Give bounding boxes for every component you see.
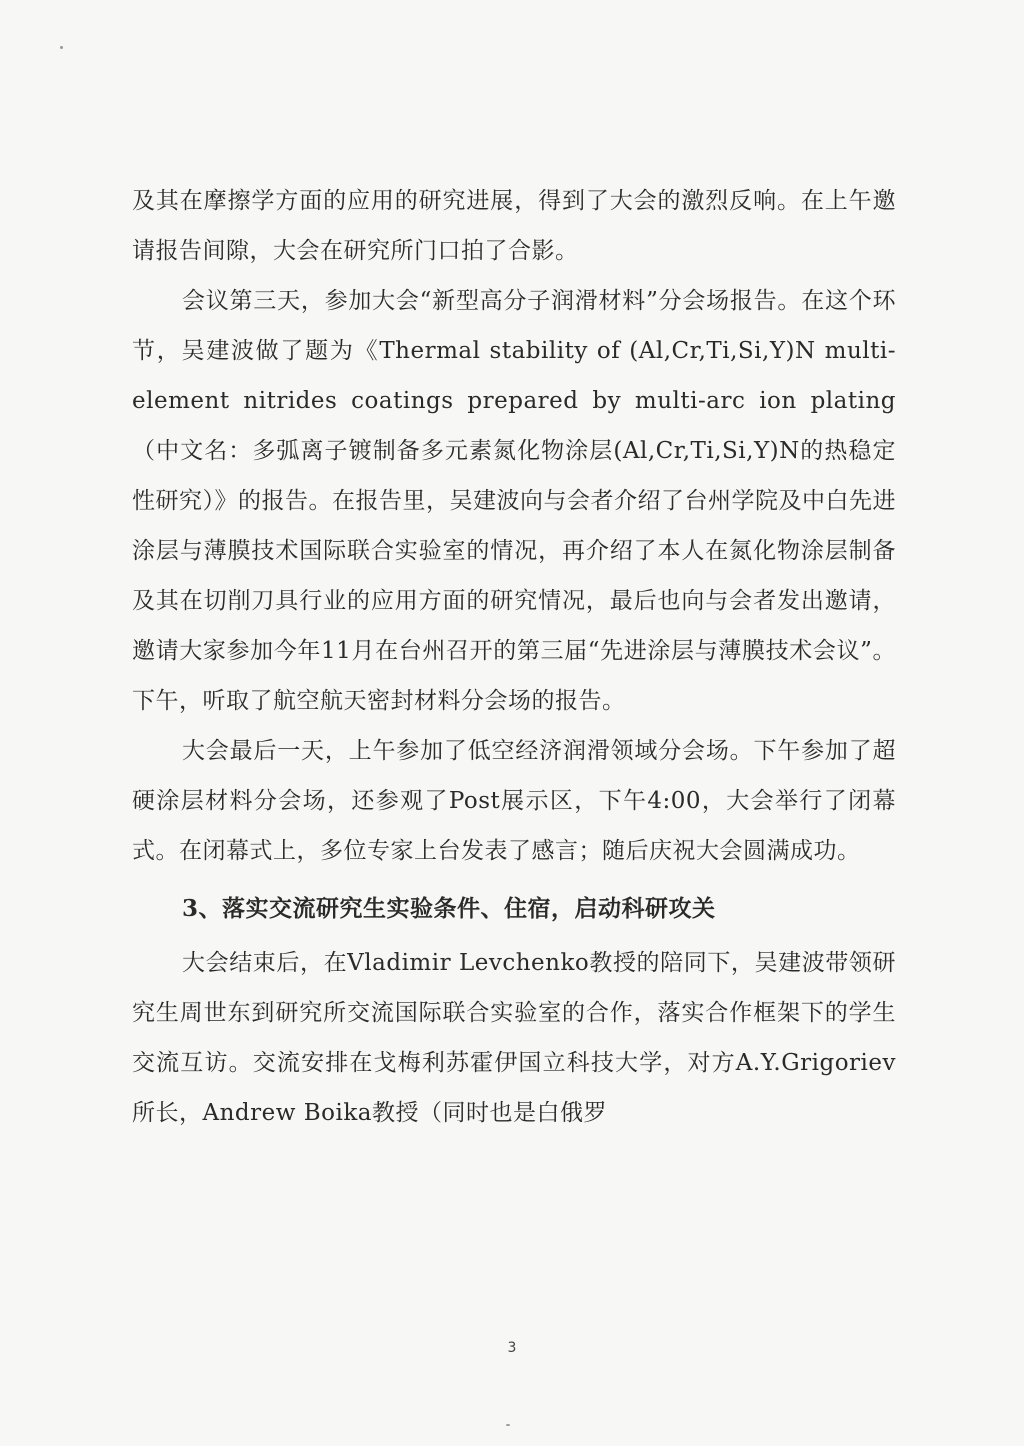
paragraph-2: 会议第三天，参加大会“新型高分子润滑材料”分会场报告。在这个环节，吴建波做了题为《Thermal stability of (Al,Cr,Ti,Si,Y)N multi-element nitrides coatings prepared by multi-arc ion plating（中文名：多弧离子镀制备多元素氮化物涂层(Al,Cr,Ti,Si,Y)N的热稳定性研究）》的报告。在报告里，吴建波向与会者介绍了台州学院及中白先进涂层与薄膜技术国际联合实验室的情况，再介绍了本人在氮化物涂层制备及其在切削刀具行业的应用方面的研究情况，最后也向与会者发出邀请，邀请大家参加今年11月在台州召开的第三届“先进涂层与薄膜技术会议”。下午，听取了航空航天密封材料分会场的报告。 xyxy=(132,288,896,714)
paragraph-4: 大会结束后，在Vladimir Levchenko教授的陪同下，吴建波带领研究生周世东到研究所交流国际联合实验室的合作，落实合作框架下的学生交流互访。交流安排在戈梅利苏霍伊国立科技大学，对方A.Y.Grigoriev所长，Andrew Boika教授（同时也是白俄罗 xyxy=(132,950,896,1126)
paragraph-3: 大会最后一天，上午参加了低空经济润滑领域分会场。下午参加了超硬涂层材料分会场，还参观了Post展示区，下午4:00，大会举行了闭幕式。在闭幕式上，多位专家上台发表了感言；随后庆祝大会圆满成功。 xyxy=(132,738,896,864)
scan-speck xyxy=(60,46,63,49)
paragraph-1: 及其在摩擦学方面的应用的研究进展，得到了大会的激烈反响。在上午邀请报告间隙，大会在研究所门口拍了合影。 xyxy=(132,188,896,264)
scan-speck xyxy=(506,1424,510,1426)
page-number: 3 xyxy=(507,1340,517,1356)
section-heading: 3、落实交流研究生实验条件、住宿，启动科研攻关 xyxy=(182,895,716,922)
body-text xyxy=(132,176,896,1138)
